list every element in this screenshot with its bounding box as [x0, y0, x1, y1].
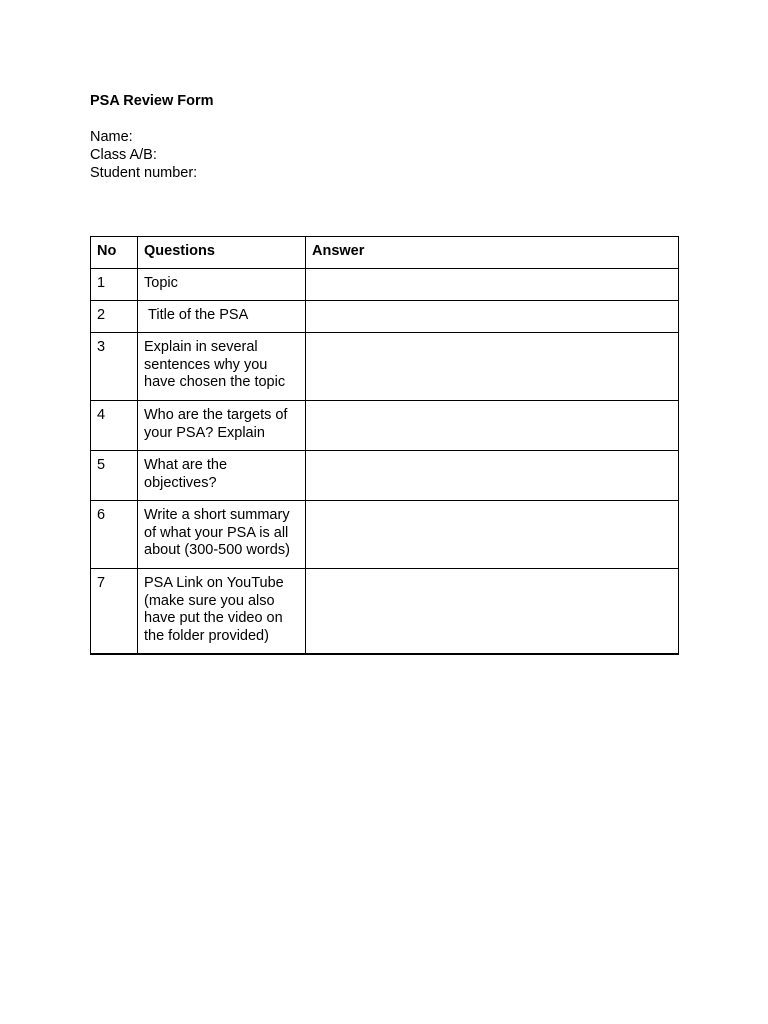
table-row — [91, 568, 679, 654]
header-no: No — [91, 237, 138, 269]
row-question: Title of the PSA — [138, 300, 306, 332]
row-question: What are the objectives? — [138, 450, 306, 500]
row-answer-cell[interactable] — [306, 450, 679, 500]
row-answer-cell[interactable] — [306, 400, 679, 450]
student-number-field-label: Student number: — [90, 165, 198, 181]
table-row — [91, 450, 679, 500]
table-row — [91, 500, 679, 568]
row-question: PSA Link on YouTube (make sure you also have put the video on the folder provided) — [138, 568, 306, 654]
row-question: Topic — [138, 268, 306, 300]
row-number: 1 — [91, 268, 138, 300]
student-info-fields — [90, 128, 197, 182]
row-number: 4 — [91, 400, 138, 450]
table-header-row — [91, 237, 679, 269]
header-questions: Questions — [138, 237, 306, 269]
row-answer-cell[interactable] — [306, 300, 679, 332]
name-field-label: Name: — [90, 129, 133, 145]
row-number: 3 — [91, 332, 138, 400]
row-number: 6 — [91, 500, 138, 568]
table-row — [91, 268, 679, 300]
row-question: Explain in several sentences why you have chosen the topic — [138, 332, 306, 400]
row-number: 2 — [91, 300, 138, 332]
row-answer-cell[interactable] — [306, 268, 679, 300]
page-title: PSA Review Form — [90, 93, 214, 109]
row-question: Write a short summary of what your PSA is all about (300-500 words) — [138, 500, 306, 568]
row-answer-cell[interactable] — [306, 332, 679, 400]
review-table — [90, 236, 679, 655]
row-answer-cell[interactable] — [306, 568, 679, 654]
row-number: 5 — [91, 450, 138, 500]
header-answer: Answer — [306, 237, 679, 269]
table-row — [91, 400, 679, 450]
class-field-label: Class A/B: — [90, 147, 157, 163]
row-answer-cell[interactable] — [306, 500, 679, 568]
row-number: 7 — [91, 568, 138, 654]
table-row — [91, 300, 679, 332]
table-row — [91, 332, 679, 400]
row-question: Who are the targets of your PSA? Explain — [138, 400, 306, 450]
